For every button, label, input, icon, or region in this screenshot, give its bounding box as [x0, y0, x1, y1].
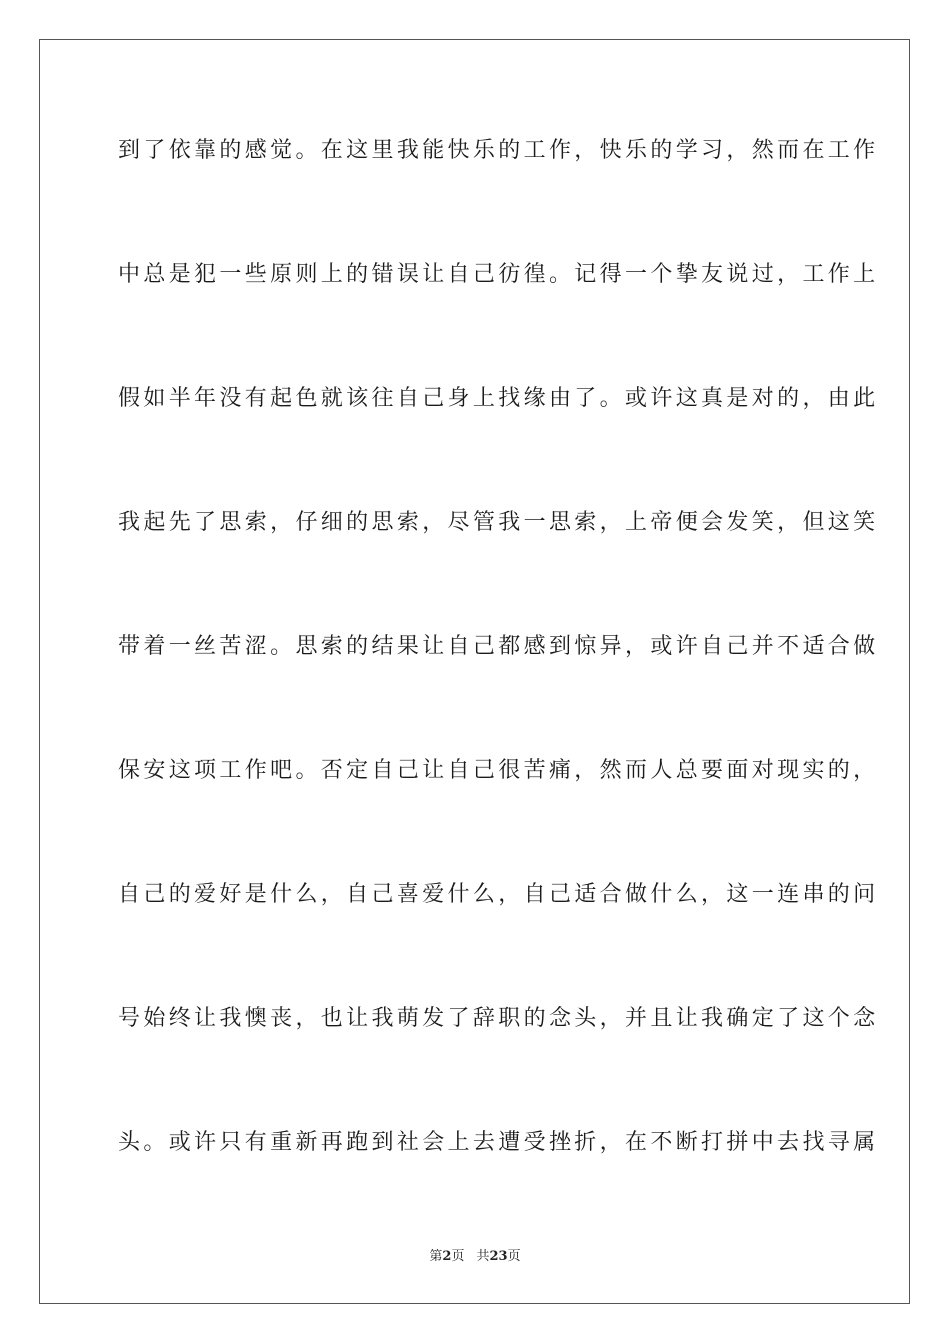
- footer-total-prefix: 共: [476, 1249, 490, 1264]
- text-line-5: 带着一丝苦涩。思索的结果让自己都感到惊异，或许自己并不适合做: [118, 634, 879, 659]
- text-line-2: 中总是犯一些原则上的错误让自己彷徨。记得一个挚友说过，工作上: [118, 262, 879, 287]
- text-line-3: 假如半年没有起色就该往自己身上找缘由了。或许这真是对的，由此: [118, 386, 879, 411]
- text-line-4: 我起先了思索，仔细的思索，尽管我一思索，上帝便会发笑，但这笑: [118, 510, 879, 535]
- footer-total-pages: 23: [489, 1249, 508, 1264]
- text-line-6: 保安这项工作吧。否定自己让自己很苦痛，然而人总要面对现实的，: [118, 758, 879, 783]
- text-line-9: 头。或许只有重新再跑到社会上去遭受挫折，在不断打拼中去找寻属: [118, 1130, 879, 1155]
- footer-total-suffix: 页: [507, 1249, 521, 1264]
- text-line-8: 号始终让我懊丧，也让我萌发了辞职的念头，并且让我确定了这个念: [118, 1006, 879, 1031]
- page-border: [39, 39, 910, 1304]
- footer-page-prefix: 第: [429, 1249, 443, 1264]
- footer-page-number: 2: [442, 1249, 452, 1264]
- page-footer: [0, 1248, 950, 1266]
- text-line-1: 到了依靠的感觉。在这里我能快乐的工作，快乐的学习，然而在工作: [118, 138, 879, 163]
- footer-page-suffix: 页: [451, 1249, 465, 1264]
- text-line-7: 自己的爱好是什么，自己喜爱什么，自己适合做什么，这一连串的问: [118, 882, 879, 907]
